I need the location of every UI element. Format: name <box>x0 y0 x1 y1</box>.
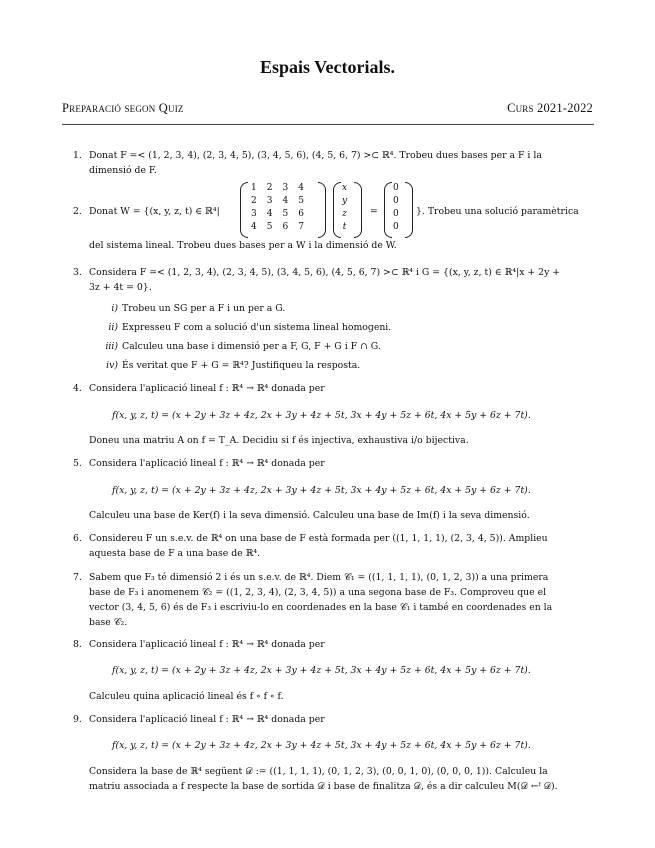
problem-8-line-2: Calculeu quina aplicació lineal és f ∘ f ∘ f. <box>89 691 284 702</box>
matrix-cell: 3 <box>251 209 257 219</box>
header-right: Curs 2021-2022 <box>507 101 593 115</box>
matrix-cell: 6 <box>282 222 289 232</box>
problem-2-line-2: del sistema lineal. Trobeu dues bases per a W i la dimensió de W. <box>89 240 397 251</box>
vector-entry: 0 <box>393 196 399 206</box>
problem-9-number: 9. <box>73 714 82 725</box>
problem-5-number: 5. <box>73 458 82 469</box>
vector-entry: 0 <box>393 209 399 219</box>
problem-6-number: 6. <box>73 533 82 544</box>
problem-7-line-1: Sabem que F₃ té dimensió 2 i és un s.e.v. de ℝ⁴. Diem 𝒞₁ = ((1, 1, 1, 1), (0, 1, 2, 3)) a una primera <box>89 572 549 583</box>
problem-9-line-2: Considera la base de ℝ⁴ següent 𝒟 := ((1, 1, 1, 1), (0, 1, 2, 3), (0, 0, 1, 0), (0, 0, 0, 1)). Calculeu la <box>89 766 548 777</box>
problem-5-line-2: Calculeu una base de Ker(f) i la seva dimensió. Calculeu una base de Im(f) i la seva dimensió. <box>89 510 530 521</box>
problem-8-line-1: Considera l'aplicació lineal f : ℝ⁴ → ℝ⁴ donada per <box>89 639 325 650</box>
variable-vector <box>337 182 352 234</box>
problem-3-subitem: iv) És veritat que F + G = ℝ⁴? Justifiqueu la resposta. <box>106 360 361 371</box>
problem-6-line-1: Considereu F un s.e.v. de ℝ⁴ on una base de F està formada per ((1, 1, 1, 1), (2, 3, 4, 5)). Amplieu <box>89 533 548 544</box>
header-left: Preparació segon Quiz <box>62 101 184 115</box>
vector-entry: 0 <box>393 222 399 232</box>
vector-entry: 0 <box>393 183 399 193</box>
equals-sign: = <box>370 206 378 217</box>
vector-entry: t <box>342 222 347 232</box>
problem-1-line-1: Donat F =< (1, 2, 3, 4), (2, 3, 4, 5), (3, 4, 5, 6), (4, 5, 6, 7) >⊂ ℝ⁴. Trobeu dues bases per a F i la <box>89 150 542 161</box>
matrix-cell: 4 <box>251 222 257 232</box>
matrix-cell: 1 <box>251 183 257 193</box>
page-title: Espais Vectorials. <box>259 57 396 77</box>
problem-7-line-2: base de F₃ i anomenem 𝒞₂ = ((1, 2, 3, 4), (2, 3, 4, 5)) a una segona base de F₃. Comproveu que el <box>89 587 547 598</box>
problem-2-pre: Donat W = {(x, y, z, t) ∈ ℝ⁴| <box>89 206 220 217</box>
zero-vector <box>388 182 404 234</box>
matrix-cell: 4 <box>298 183 304 193</box>
problem-9-line-3: matriu associada a f respecte la base de sortida 𝒟 i base de finalitza 𝒟, és a dir calculeu M(𝒟 ←ᶠ 𝒟). <box>89 781 558 792</box>
problem-2-number: 2. <box>73 206 82 217</box>
problem-7-line-3: vector (3, 4, 5, 6) és de F₃ i escriviu-lo en coordenades en la base 𝒞₁ i també en coordenades en la <box>89 602 553 613</box>
problem-8-number: 8. <box>73 639 82 650</box>
problem-5-formula: f(x, y, z, t) = (x + 2y + 3z + 4z, 2x + 3y + 4z + 5t, 3x + 4y + 5z + 6t, 4x + 5y + 6z + 7t). <box>112 485 531 496</box>
vector-entry: y <box>342 196 348 206</box>
matrix-cell: 7 <box>298 222 304 232</box>
problem-1-line-2: dimensió de F. <box>89 165 157 176</box>
problem-3-subitem: i) Trobeu un SG per a F i un per a G. <box>111 303 286 314</box>
problem-4-formula: f(x, y, z, t) = (x + 2y + 3z + 4z, 2x + 3y + 4z + 5t, 3x + 4y + 5z + 6t, 4x + 5y + 6z + 7t). <box>112 410 531 421</box>
matrix-cell: 3 <box>282 183 289 193</box>
problem-3-line-1: Considera F =< (1, 2, 3, 4), (2, 3, 4, 5), (3, 4, 5, 6), (4, 5, 6, 7) >⊂ ℝ⁴ i G = {(x, y, z, t) ∈ ℝ⁴|x + 2y + <box>89 267 561 278</box>
problem-1-number: 1. <box>73 150 82 161</box>
matrix-cell: 5 <box>282 209 289 219</box>
problem-5-line-1: Considera l'aplicació lineal f : ℝ⁴ → ℝ⁴ donada per <box>89 458 325 469</box>
matrix-right-paren <box>318 182 326 238</box>
problem-4-number: 4. <box>73 383 82 394</box>
header-rule <box>62 124 594 125</box>
problem-4-line-2: Doneu una matriu A on f = T_A. Decidiu si f és injectiva, exhaustiva i/o bijectiva. <box>89 435 469 446</box>
matrix-cell: 5 <box>298 196 304 206</box>
matrix-cell: 4 <box>266 209 273 219</box>
vector-entry: z <box>342 209 347 219</box>
matrix-cell: 3 <box>266 196 273 206</box>
vector-entry: x <box>342 183 348 193</box>
problem-4-line-1: Considera l'aplicació lineal f : ℝ⁴ → ℝ⁴ donada per <box>89 383 325 394</box>
matrix-cell: 2 <box>251 196 257 206</box>
problem-2-post: }. Trobeu una solució paramètrica <box>416 206 579 217</box>
problem-9-line-1: Considera l'aplicació lineal f : ℝ⁴ → ℝ⁴ donada per <box>89 714 325 725</box>
problem-9-formula: f(x, y, z, t) = (x + 2y + 3z + 4z, 2x + 3y + 4z + 5t, 3x + 4y + 5z + 6t, 4x + 5y + 6z + 7t). <box>112 740 531 751</box>
problem-7-line-4: base 𝒞₂. <box>89 617 128 628</box>
matrix-cell: 6 <box>298 209 304 219</box>
problem-6-line-2: aquesta base de F a una base de ℝ⁴. <box>89 548 261 559</box>
problem-3-subitem: ii) Expresseu F com a solució d'un sistema lineal homogeni. <box>108 322 392 333</box>
problem-3-subitem: iii) Calculeu una base i dimensió per a F, G, F + G i F ∩ G. <box>105 341 381 352</box>
vars-right-paren <box>354 182 362 238</box>
problem-3-number: 3. <box>73 267 82 278</box>
matrix-cell: 4 <box>282 196 289 206</box>
matrix-cell: 2 <box>266 183 273 193</box>
problem-3-line-2: 3z + 4t = 0}. <box>89 282 152 293</box>
problem-8-formula: f(x, y, z, t) = (x + 2y + 3z + 4z, 2x + 3y + 4z + 5t, 3x + 4y + 5z + 6t, 4x + 5y + 6z + 7t). <box>112 665 531 676</box>
matrix-cell: 5 <box>266 222 273 232</box>
problem-7-number: 7. <box>73 572 82 583</box>
coefficient-matrix <box>246 182 309 234</box>
zeros-right-paren <box>405 182 413 238</box>
